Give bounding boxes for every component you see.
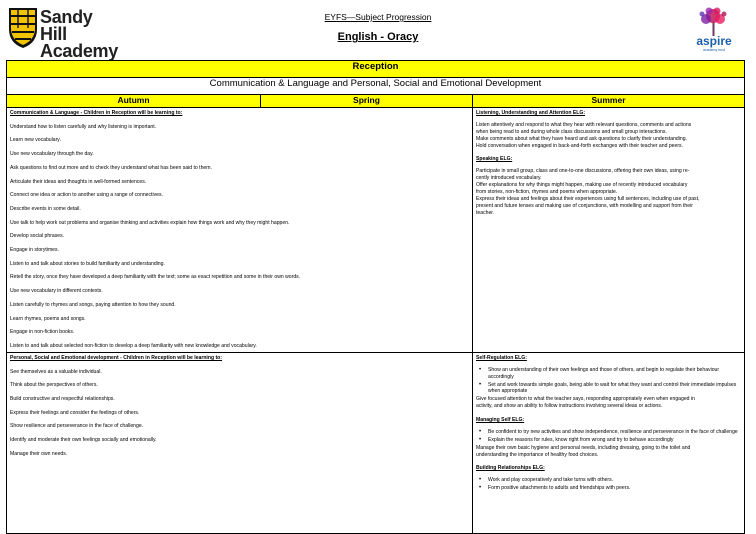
- summer-cl-cell: [473, 108, 745, 353]
- elg-bullet: • Work and play cooperatively and take turns with others.: [488, 477, 741, 484]
- cl-item: Engage in storytimes.: [10, 247, 59, 254]
- pse-item: Identify and moderate their own feelings socially and emotionally.: [10, 437, 157, 444]
- elg-line: present and future tenses and making use of conjunctions, with modelling and support from their: [476, 202, 693, 209]
- pse-cell: [7, 352, 473, 533]
- cl-cell: [7, 108, 473, 353]
- speaking-elg-heading: Speaking ELG:: [476, 156, 513, 163]
- elg-bullet: • Explain the reasons for rules, know right from wrong and try to behave accordingly: [488, 437, 741, 444]
- cl-item: Articulate their ideas and thoughts in well-formed sentences.: [10, 178, 147, 185]
- elg-line: from stories, non-fiction, rhymes and poems when appropriate.: [476, 188, 618, 195]
- stage-heading: Reception: [7, 61, 745, 78]
- area-heading: Communication & Language and Personal, Social and Emotional Development: [7, 78, 745, 95]
- school-name-line2: Academy: [40, 41, 118, 61]
- summer-pse-cell: [473, 352, 745, 533]
- cl-item: Ask questions to find out more and to check they understand what has been said to them.: [10, 164, 212, 171]
- elg-line: activity, and show an ability to follow instructions involving several ideas or actions.: [476, 403, 663, 410]
- progression-table: [6, 60, 745, 534]
- pse-item: Build constructive and respectful relationships.: [10, 395, 115, 402]
- elg-line: when being read to and during whole class discussions and small group interactions.: [476, 128, 667, 135]
- pse-item: See themselves as a valuable individual.: [10, 368, 102, 375]
- document-subtitle: EYFS—Subject Progression: [324, 12, 432, 22]
- cl-item: Use new vocabulary through the day.: [10, 151, 94, 158]
- pse-item: Show resilience and perseverance in the face of challenge.: [10, 423, 144, 430]
- elg-line: cently introduced vocabulary.: [476, 175, 542, 182]
- cl-item: Listen carefully to rhymes and songs, paying attention to how they sound.: [10, 301, 176, 308]
- elg-line: Give focused attention to what the teacher says, responding appropriately even when engaged in: [476, 396, 695, 403]
- trust-logo: [686, 6, 742, 52]
- cl-heading: Communication & Language - Children in Reception will be learning to:: [10, 110, 183, 116]
- elg-line: Listen attentively and respond to what they hear with relevant questions, comments and actions: [476, 121, 692, 128]
- elg-line: Hold conversation when engaged in back-and-forth exchanges with their teacher and peers.: [476, 142, 683, 149]
- pse-item: Manage their own needs.: [10, 450, 68, 457]
- pse-item: Think about the perspectives of others.: [10, 382, 98, 389]
- cl-item: Connect one idea or action to another using a range of connectives.: [10, 192, 163, 199]
- elg-bullet: • Show an understanding of their own feelings and those of others, and begin to regulate their behaviour accordingly: [488, 367, 741, 381]
- cl-item: Learn new vocabulary.: [10, 137, 61, 144]
- cl-item: Develop social phrases.: [10, 233, 65, 240]
- trust-logo-name: aspire: [696, 34, 732, 48]
- elg-line: Participate in small group, class and one-to-one discussions, offering their own ideas, using re-: [476, 168, 690, 175]
- tree-icon: [686, 6, 742, 52]
- elg-line: Express their ideas and feelings about their experiences using full sentences, including use of past,: [476, 195, 700, 202]
- document-title: English - Oracy: [337, 31, 419, 43]
- building-relationships-elg-heading: Building Relationships ELG:: [476, 465, 545, 472]
- cl-item: Use new vocabulary in different contexts.: [10, 288, 103, 295]
- elg-line: Manage their own basic hygiene and personal needs, including dressing, going to the toilet and: [476, 444, 691, 451]
- listening-elg-heading: Listening, Understanding and Attention ELG:: [476, 110, 586, 116]
- elg-bullet: • Set and work towards simple goals, being able to wait for what they want and control their immediate impulses when appropriate: [488, 382, 741, 396]
- term-summer: Summer: [473, 95, 745, 108]
- cl-item: Learn rhymes, poems and songs.: [10, 315, 86, 322]
- cl-item: Understand how to listen carefully and why listening is important.: [10, 123, 157, 130]
- term-spring: Spring: [261, 95, 473, 108]
- elg-line: Offer explanations for why things might happen, making use of recently introduced vocabulary: [476, 182, 688, 189]
- self-regulation-elg-heading: Self-Regulation ELG:: [476, 354, 527, 361]
- cl-item: Listen to and talk about stories to build familiarity and understanding.: [10, 260, 165, 267]
- elg-bullet: • Form positive attachments to adults and friendships with peers.: [488, 485, 741, 492]
- pse-item: Express their feelings and consider the feelings of others.: [10, 409, 140, 416]
- term-autumn: Autumn: [7, 95, 261, 108]
- cl-item: Engage in non-fiction books.: [10, 329, 75, 336]
- cl-item: Use talk to help work out problems and organise thinking and activities explain how things work and why they might happen.: [10, 219, 290, 226]
- cl-item: Retell the story, once they have developed a deep familiarity with the text; some as exact repetition and some in their own words.: [10, 274, 301, 281]
- cl-item: Describe events in some detail.: [10, 205, 81, 212]
- elg-line: teacher.: [476, 209, 495, 216]
- elg-line: Make comments about what they have heard and ask questions to clarify their understanding.: [476, 135, 687, 142]
- pse-heading: Personal, Social and Emotional development - Children in Reception will be learning to:: [10, 354, 222, 361]
- managing-self-elg-heading: Managing Self ELG:: [476, 417, 525, 423]
- elg-line: understanding the importance of healthy food choices.: [476, 451, 599, 458]
- cl-item: Listen to and talk about selected non-fiction to develop a deep familiarity with new knowledge and vocabulary.: [10, 342, 257, 349]
- trust-logo-subtext: academy trust: [703, 48, 725, 52]
- elg-bullet: • Be confident to try new activities and show independence, resilience and perseverance in the face of challenge: [488, 429, 741, 436]
- school-name-line1: Sandy Hill: [40, 7, 93, 44]
